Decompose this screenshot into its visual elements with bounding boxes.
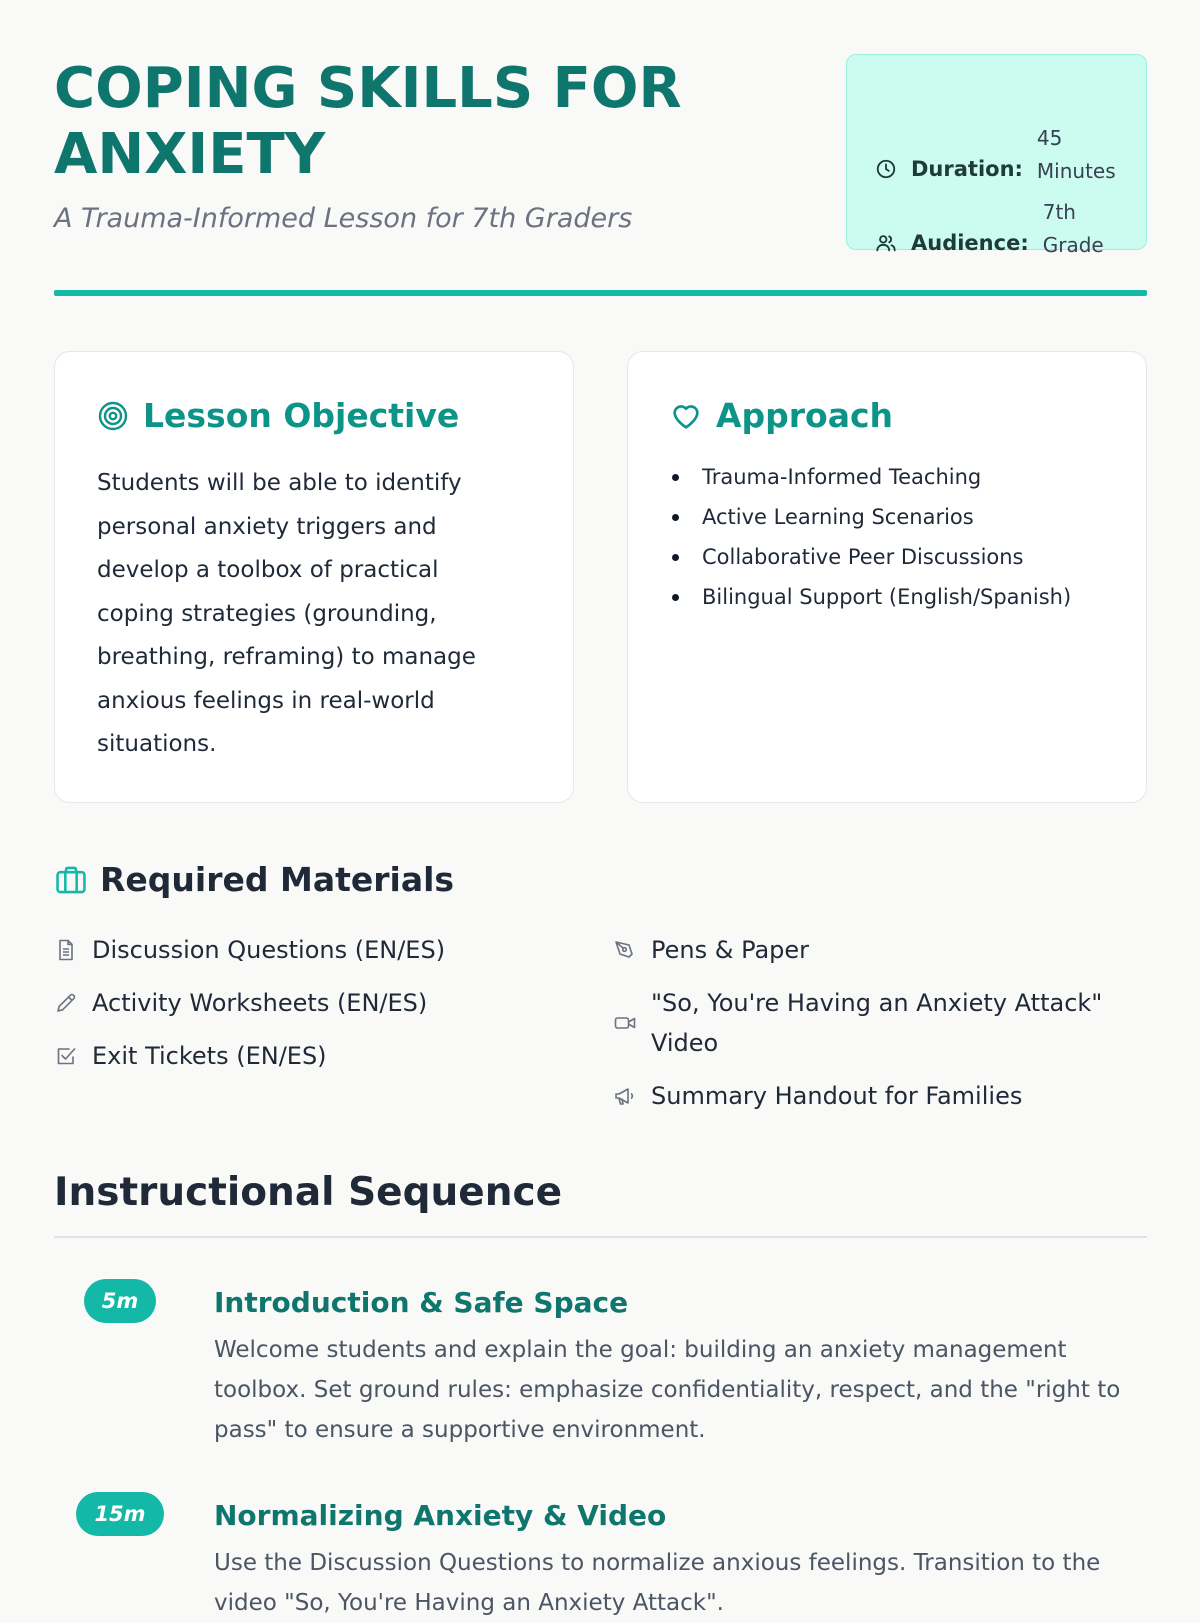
list-item <box>54 983 594 1023</box>
objective-text: Students will be able to identify personal anxiety triggers and develop a toolbox of practical coping strategies (grounding, breathing, reframing) to manage anxious feelings in real-world situations. <box>97 470 476 757</box>
list-item <box>613 930 1133 970</box>
approach-heading: Approach <box>716 396 894 435</box>
list-item <box>54 1036 594 1076</box>
material-label: Pens & Paper <box>651 936 810 964</box>
pencil-icon <box>54 991 78 1015</box>
time-badge: 5m <box>84 1279 156 1323</box>
step-title: Introduction & Safe Space <box>214 1286 629 1319</box>
list-item <box>613 983 1133 1063</box>
material-label: "So, You're Having an Anxiety Attack" Video <box>651 989 1103 1057</box>
sequence-heading: Instructional Sequence <box>54 1170 563 1215</box>
materials-header <box>54 860 454 899</box>
material-label: Activity Worksheets (EN/ES) <box>92 989 428 1017</box>
list-item: Bilingual Support (English/Spanish) <box>672 577 1071 617</box>
approach-card <box>627 351 1147 803</box>
clock-icon <box>875 158 897 180</box>
checkbox-icon <box>54 1044 78 1068</box>
header-divider <box>54 290 1147 296</box>
objective-card <box>54 351 574 803</box>
step-description: Welcome students and explain the goal: building an anxiety management toolbox. Set ground rules: emphasize confidentiality, respect, and the "right to pass" to ensure a supportive environment. <box>214 1337 1121 1443</box>
material-label: Discussion Questions (EN/ES) <box>92 936 446 964</box>
heart-icon <box>670 400 702 432</box>
header <box>54 0 1147 300</box>
list-item <box>613 1076 1133 1116</box>
video-icon <box>613 1011 637 1035</box>
briefcase-icon <box>54 863 88 897</box>
target-icon <box>97 400 129 432</box>
audience-row <box>875 200 1138 276</box>
step-description: Use the Discussion Questions to normalize anxious feelings. Transition to the video "So, You're Having an Anxiety Attack". <box>214 1550 1101 1616</box>
step-title: Normalizing Anxiety & Video <box>214 1499 667 1532</box>
users-icon <box>875 232 897 254</box>
lesson-plan-page <box>54 0 1147 1616</box>
duration-value: 45 Minutes <box>1036 126 1116 183</box>
pen-icon <box>613 938 637 962</box>
objective-heading: Lesson Objective <box>143 396 460 435</box>
material-label: Exit Tickets (EN/ES) <box>92 1042 327 1070</box>
duration-label: Duration: <box>911 157 1023 181</box>
materials-list-left <box>54 930 594 1089</box>
page-title: COPING SKILLS FOR ANXIETY <box>54 56 682 187</box>
time-badge: 15m <box>76 1492 164 1536</box>
list-item: Trauma-Informed Teaching <box>672 457 1071 497</box>
megaphone-icon <box>613 1084 637 1108</box>
sequence-divider <box>54 1236 1147 1238</box>
material-label: Summary Handout for Families <box>651 1082 1023 1110</box>
list-item <box>54 930 594 970</box>
approach-list <box>672 457 1071 617</box>
document-icon <box>54 938 78 962</box>
objective-header <box>97 396 459 435</box>
list-item: Active Learning Scenarios <box>672 497 1071 537</box>
materials-heading: Required Materials <box>100 860 455 899</box>
page-subtitle: A Trauma-Informed Lesson for 7th Graders <box>54 203 633 234</box>
lesson-meta-card <box>846 54 1147 257</box>
duration-row <box>875 126 1132 202</box>
materials-list-right <box>613 930 1133 1129</box>
list-item: Collaborative Peer Discussions <box>672 537 1071 577</box>
audience-value: 7th Grade <box>1042 200 1104 257</box>
approach-header <box>670 396 893 435</box>
audience-label: Audience: <box>911 231 1029 255</box>
